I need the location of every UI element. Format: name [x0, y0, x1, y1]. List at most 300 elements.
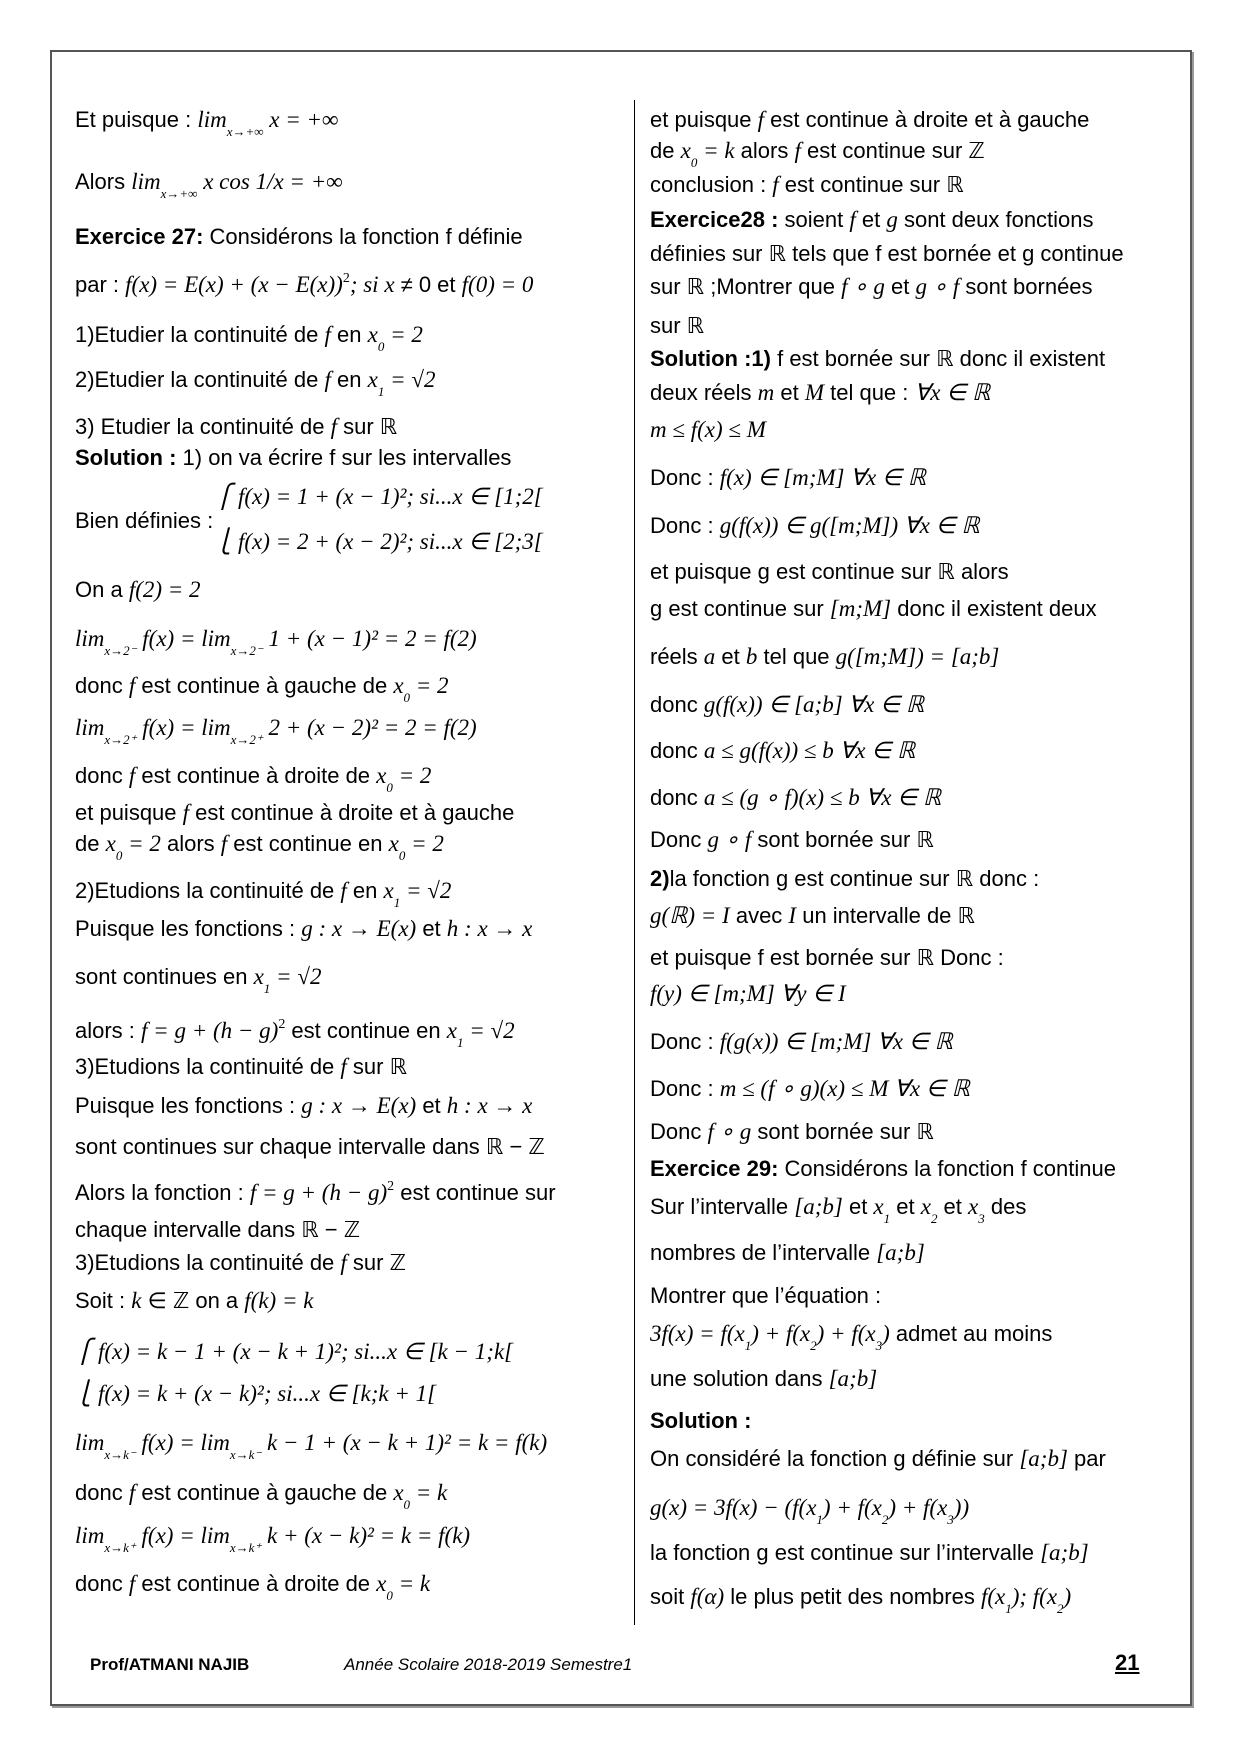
math-segment: 0: [403, 689, 411, 705]
text-segment: donc: [650, 784, 704, 810]
left-text-line: [75, 1216, 360, 1244]
text-segment: sur ℝ: [346, 1053, 408, 1079]
math-segment: x: [376, 1570, 387, 1596]
right-text-line: [650, 1583, 1071, 1623]
right-text-line: [650, 944, 1004, 972]
left-text-line: [75, 963, 321, 1003]
text-segment: est continue en: [285, 1018, 447, 1044]
text-segment: tel que :: [824, 380, 915, 406]
math-segment: [a;b]: [1019, 1445, 1068, 1471]
math-segment: = k: [697, 137, 735, 163]
math-segment: x→+∞: [226, 123, 264, 139]
math-segment: f(x) = E(x) + (x − E(x)): [125, 272, 343, 298]
right-text-line: [650, 691, 924, 719]
math-segment: 2: [1057, 1601, 1064, 1617]
left-text-line: [75, 168, 343, 208]
text-segment: est continue à gauche de: [135, 672, 394, 698]
math-segment: f = g + (h − g): [141, 1018, 279, 1044]
math-segment: = 2: [392, 763, 432, 789]
right-text-line: [650, 1539, 1089, 1567]
text-segment: le plus petit des nombres: [724, 1584, 981, 1610]
math-segment: g([m;M]) = [a;b]: [835, 643, 1000, 669]
text-segment: est continue en: [227, 831, 389, 857]
math-segment: = √2: [384, 366, 436, 392]
math-segment: x→k⁻: [104, 1447, 136, 1463]
text-segment: ≠ 0 et: [394, 272, 462, 298]
math-segment: f(x) = lim: [135, 1522, 230, 1548]
text-segment: avec: [729, 902, 789, 928]
text-segment: Soit :: [75, 1288, 132, 1314]
math-segment: 0: [115, 848, 123, 864]
right-text-line: [650, 1075, 970, 1103]
text-segment: Donc :: [650, 1076, 720, 1102]
right-text-line: [650, 464, 926, 492]
right-text-line: [650, 558, 1009, 586]
math-segment: b: [745, 643, 758, 669]
right-text-line: [650, 416, 766, 444]
footer-school-year: Année Scolaire 2018-2019 Semestre1: [344, 1655, 633, 1674]
text-segment: Donc :: [650, 465, 720, 491]
math-segment: x→k⁺: [104, 1539, 136, 1555]
left-text-line: [75, 265, 533, 299]
bold-label: Solution :1): [650, 345, 778, 371]
text-segment: Puisque les fonctions :: [75, 1092, 302, 1118]
text-segment: sont bornée sur ℝ: [751, 1118, 934, 1144]
left-text-line: [75, 1380, 436, 1408]
text-segment: Montrer que l’équation :: [650, 1282, 882, 1308]
math-segment: 0: [398, 848, 406, 864]
left-text-line: [75, 366, 435, 406]
math-segment: a ≤ (g ∘ f)(x) ≤ b ∀x ∈ ℝ: [703, 784, 942, 810]
math-segment: g(f(x)) ∈ [a;b] ∀x ∈ ℝ: [703, 691, 925, 717]
right-text-line: [650, 1282, 881, 1310]
math-segment: 1 + (x − 1)² = 2 = f(2): [262, 625, 477, 651]
math-segment: f: [772, 172, 779, 198]
bold-label: Solution :: [650, 1407, 752, 1433]
right-text-line: [650, 240, 1124, 268]
math-segment: ) + f(x: [888, 1494, 948, 1520]
text-segment: sur ℝ ;Montrer que: [650, 274, 842, 300]
math-segment: 2: [278, 1017, 286, 1033]
math-segment: g : x → E(x): [301, 916, 417, 942]
math-segment: f: [340, 1250, 347, 1276]
math-segment: x: [383, 878, 394, 904]
text-segment: et: [937, 1194, 969, 1220]
math-segment: = 2: [122, 831, 161, 857]
text-segment: donc: [75, 1480, 129, 1506]
text-segment: ∈ ℤ on a: [141, 1288, 245, 1314]
math-segment: f ∘ g: [841, 274, 885, 300]
text-segment: 3) Etudier la continuité de: [75, 413, 331, 439]
text-segment: alors: [160, 831, 221, 857]
math-segment: f(g(x)) ∈ [m;M] ∀x ∈ ℝ: [719, 1029, 953, 1055]
text-segment: donc: [75, 1570, 129, 1596]
right-text-line: [650, 1320, 1052, 1360]
right-text-line: [650, 643, 999, 671]
math-segment: f: [340, 878, 347, 904]
math-segment: 2 + (x − 2)² = 2 = f(2): [262, 715, 477, 741]
math-segment: f: [128, 672, 136, 698]
left-text-line: [75, 106, 338, 146]
math-segment: ) + f(x: [751, 1320, 811, 1346]
right-text-line: [650, 512, 980, 540]
text-segment: 2)Etudions la continuité de: [75, 878, 341, 904]
bold-label: Exercice 29:: [650, 1156, 785, 1182]
text-segment: et: [416, 916, 447, 942]
text-segment: sont bornée sur ℝ: [751, 826, 934, 852]
left-text-line: [75, 223, 523, 251]
text-segment: sur ℝ: [337, 413, 398, 439]
math-segment: 2: [387, 1179, 395, 1195]
text-segment: est continue à gauche de: [135, 1480, 394, 1506]
left-text-line: [75, 444, 511, 472]
math-segment: ; si x: [349, 272, 395, 298]
text-segment: et: [884, 274, 916, 300]
math-segment: x: [367, 366, 378, 392]
text-segment: et puisque g est continue sur ℝ alors: [650, 558, 1009, 584]
math-segment: k − 1 + (x − k + 1)² = k = f(k): [261, 1430, 548, 1456]
math-segment: x: [367, 322, 378, 348]
text-segment: en: [330, 322, 368, 348]
math-segment: k + (x − k)² = k = f(k): [261, 1522, 471, 1548]
math-segment: f: [330, 413, 337, 439]
left-text-line: [75, 1570, 430, 1610]
math-segment: f(x) = lim: [135, 1430, 230, 1456]
text-segment: soit: [650, 1584, 691, 1610]
text-segment: donc: [650, 691, 704, 717]
right-text-line: [650, 1494, 969, 1534]
math-segment: 2: [881, 1511, 889, 1527]
math-segment: f(x) = lim: [136, 625, 231, 651]
left-text-line: [75, 762, 431, 802]
text-segment: est continue sur: [394, 1180, 556, 1206]
text-segment: On a: [75, 576, 129, 602]
text-segment: sont deux fonctions: [897, 207, 1094, 233]
left-text-line: [75, 1522, 470, 1562]
text-segment: conclusion :: [650, 172, 773, 198]
bold-label: Solution :: [75, 444, 183, 470]
text-segment: est continue sur ℤ: [800, 137, 985, 163]
text-segment: tel que: [757, 643, 836, 669]
math-segment: 1: [883, 1211, 891, 1227]
right-text-line: [650, 826, 934, 854]
math-segment: f(x) ∈ [m;M] ∀x ∈ ℝ: [719, 465, 926, 491]
left-text-line: [75, 877, 451, 917]
text-segment: Donc: [650, 826, 708, 852]
text-segment: et: [416, 1092, 447, 1118]
math-segment: x→2⁺: [230, 732, 263, 748]
text-segment: sur ℤ: [346, 1250, 406, 1276]
math-segment: x: [253, 964, 264, 990]
text-segment: Alors la fonction :: [75, 1180, 250, 1206]
math-segment: ⎧ f(x) = 1 + (x − 1)²; si...x ∈ [1;2[: [215, 484, 543, 510]
left-text-line: [75, 1479, 447, 1519]
left-text-line: [75, 1011, 515, 1057]
right-text-line: [650, 1193, 1026, 1233]
math-segment: 0: [377, 339, 385, 355]
math-segment: [a;b]: [794, 1194, 843, 1220]
math-segment: = √2: [463, 1018, 515, 1044]
text-segment: chaque intervalle dans ℝ − ℤ: [75, 1216, 361, 1242]
math-segment: h : x → x: [446, 916, 533, 942]
math-segment: = 2: [405, 831, 444, 857]
math-segment: k: [131, 1288, 142, 1314]
math-segment: x cos 1/x = +∞: [197, 169, 343, 195]
left-text-line: [75, 1249, 406, 1277]
math-segment: x = +∞: [263, 106, 339, 132]
footer-author: Prof/ATMANI NAJIB: [90, 1655, 250, 1674]
math-segment: x: [388, 831, 399, 857]
math-segment: 0: [386, 780, 393, 796]
text-segment: par: [1067, 1445, 1106, 1471]
math-segment: x: [105, 831, 116, 857]
text-segment: donc: [650, 737, 704, 763]
math-segment: x: [393, 1480, 404, 1506]
right-text-line: [650, 106, 1089, 134]
math-segment: 2: [810, 1337, 817, 1353]
math-segment: f ∘ g: [707, 1118, 752, 1144]
math-segment: x→+∞: [160, 186, 198, 202]
math-segment: 0: [403, 1497, 411, 1513]
math-segment: 3: [875, 1337, 883, 1353]
math-segment: 1: [456, 1035, 464, 1051]
math-segment: x→2⁺: [104, 732, 137, 748]
math-segment: x→2⁻: [104, 642, 137, 658]
math-segment: = k: [410, 1480, 448, 1506]
text-segment: admet au moins: [889, 1320, 1053, 1346]
math-segment: 2: [342, 271, 350, 287]
math-segment: ⎩ f(x) = 2 + (x − 2)²; si...x ∈ [2;3[: [215, 528, 543, 554]
text-segment: Donc: [650, 1118, 708, 1144]
math-segment: ); f(x: [1011, 1584, 1058, 1610]
text-segment: soient: [784, 207, 850, 233]
math-segment: x: [376, 763, 387, 789]
right-text-line: [650, 345, 1105, 373]
right-text-line: [650, 980, 846, 1008]
math-segment: g ∘ f: [915, 274, 960, 300]
math-segment: f: [849, 207, 856, 233]
text-segment: donc: [75, 763, 129, 789]
math-segment: [a;b]: [1040, 1539, 1089, 1565]
right-text-line: [650, 1365, 877, 1393]
math-segment: lim: [197, 106, 227, 132]
math-segment: f: [128, 1570, 136, 1596]
left-text-line: [75, 714, 477, 754]
page-number: 21: [1115, 1650, 1140, 1675]
bold-label: Exercice28 :: [650, 207, 785, 233]
math-segment: f(α): [690, 1584, 725, 1610]
text-segment: Bien définies :: [75, 507, 214, 533]
right-text-line: [650, 1239, 925, 1267]
math-segment: ∀x ∈ ℝ: [914, 380, 991, 406]
text-segment: alors: [734, 137, 795, 163]
text-segment: et puisque: [650, 106, 758, 132]
right-text-line: [650, 171, 964, 199]
text-segment: Donc :: [650, 1029, 720, 1055]
text-segment: Donc :: [650, 513, 720, 539]
text-segment: donc il existent deux: [891, 595, 1097, 621]
right-text-line: [650, 379, 990, 407]
math-segment: m ≤ (f ∘ g)(x) ≤ M ∀x ∈ ℝ: [719, 1076, 970, 1102]
math-segment: g ∘ f: [707, 826, 752, 852]
math-segment: [a;b]: [828, 1366, 878, 1392]
math-segment: f = g + (h − g): [249, 1180, 388, 1206]
text-segment: est continue à droite et à gauche: [189, 800, 515, 826]
math-segment: 1: [377, 383, 385, 399]
left-text-line: [75, 915, 532, 943]
text-segment: est continue à droite et à gauche: [764, 106, 1090, 132]
math-segment: = k: [392, 1570, 431, 1596]
text-segment: et puisque f est bornée sur ℝ Donc :: [650, 945, 1004, 971]
math-segment: h : x → x: [446, 1092, 533, 1118]
text-segment: de: [650, 137, 681, 163]
math-segment: f(0) = 0: [461, 272, 534, 298]
left-text-line: [215, 483, 543, 511]
text-segment: et: [774, 380, 805, 406]
text-segment: en: [330, 366, 368, 392]
text-segment: Alors: [75, 169, 132, 195]
text-segment: sont continues sur chaque intervalle dans ℝ − ℤ: [75, 1134, 545, 1160]
text-segment: est continue sur ℝ: [778, 172, 964, 198]
left-text-line: [75, 507, 213, 535]
left-text-line: [75, 576, 201, 604]
math-segment: lim: [75, 1522, 105, 1548]
math-segment: f: [757, 106, 765, 132]
math-segment: 2: [930, 1211, 938, 1227]
math-segment: f: [220, 831, 228, 857]
right-text-line: [650, 865, 1039, 893]
math-segment: 1: [744, 1337, 752, 1353]
left-text-line: [75, 830, 444, 870]
math-segment: )): [953, 1494, 970, 1520]
left-text-line: [75, 1287, 313, 1315]
math-segment: f: [340, 1053, 347, 1079]
math-segment: ): [1063, 1584, 1072, 1610]
text-segment: Et puisque :: [75, 106, 198, 132]
right-text-line: [650, 206, 1094, 234]
text-segment: 3)Etudions la continuité de: [75, 1053, 341, 1079]
right-text-line: [650, 273, 1093, 301]
math-segment: x→k⁺: [229, 1539, 262, 1555]
math-segment: x→k⁻: [229, 1447, 262, 1463]
math-segment: lim: [75, 1430, 105, 1456]
math-segment: 0: [386, 1587, 393, 1603]
math-segment: g(ℝ) = I: [650, 902, 730, 928]
text-segment: et: [890, 1194, 921, 1220]
right-text-line: [650, 595, 1097, 623]
math-segment: I: [788, 902, 797, 928]
math-segment: x: [393, 672, 404, 698]
math-segment: x: [920, 1194, 931, 1220]
left-text-line: [75, 1053, 407, 1081]
math-segment: f(2) = 2: [128, 576, 201, 602]
math-segment: x: [680, 137, 691, 163]
math-segment: M: [804, 380, 824, 406]
math-segment: [m;M]: [829, 595, 892, 621]
text-segment: un intervalle de ℝ: [796, 902, 975, 928]
math-segment: x→2⁻: [230, 642, 263, 658]
text-segment: 1)Etudier la continuité de: [75, 322, 325, 348]
text-segment: et: [855, 207, 887, 233]
math-segment: 1: [393, 895, 401, 911]
right-text-line: [650, 1028, 953, 1056]
text-segment: définies sur ℝ tels que f est bornée et g continue: [650, 240, 1124, 266]
math-segment: x: [968, 1194, 979, 1220]
left-text-line: [75, 672, 449, 712]
text-segment: Considérons la fonction f continue: [784, 1156, 1116, 1182]
math-segment: ⎩ f(x) = k + (x − k)²; si...x ∈ [k;k + 1[: [75, 1381, 437, 1407]
right-text-line: [650, 1118, 934, 1146]
math-segment: 1: [816, 1511, 823, 1527]
math-segment: lim: [75, 715, 105, 741]
text-segment: par :: [75, 272, 126, 298]
text-segment: 1) on va écrire f sur les intervalles: [182, 444, 512, 470]
text-segment: deux réels: [650, 380, 758, 406]
math-segment: lim: [131, 169, 161, 195]
math-segment: 3f(x) = f(x: [650, 1320, 745, 1346]
math-segment: 1: [1005, 1601, 1012, 1617]
math-segment: f(k) = k: [244, 1288, 314, 1314]
math-segment: a: [703, 643, 716, 669]
text-segment: Considérons la fonction f définie: [209, 223, 523, 249]
text-segment: réels: [650, 643, 704, 669]
math-segment: ) + f(x: [816, 1320, 876, 1346]
math-segment: g(x) = 3f(x) − (f(x: [650, 1494, 817, 1520]
math-segment: = √2: [270, 964, 322, 990]
text-segment: sont continues en: [75, 964, 254, 990]
text-segment: nombres de l’intervalle: [650, 1240, 877, 1266]
math-segment: = 2: [384, 322, 423, 348]
math-segment: g: [886, 207, 898, 233]
math-segment: x: [446, 1018, 457, 1044]
math-segment: g(f(x)) ∈ g([m;M]) ∀x ∈ ℝ: [719, 513, 980, 539]
column-divider: [634, 100, 635, 1625]
text-segment: 3)Etudions la continuité de: [75, 1250, 341, 1276]
text-segment: Sur l’intervalle: [650, 1194, 795, 1220]
right-text-line: [650, 1445, 1106, 1473]
left-text-line: [75, 1338, 513, 1366]
right-text-line: [650, 312, 704, 340]
math-segment: f(x) = lim: [136, 715, 231, 741]
math-segment: 1: [263, 981, 271, 997]
math-segment: f: [794, 137, 801, 163]
right-text-line: [650, 737, 915, 765]
math-segment: f: [128, 763, 136, 789]
text-segment: et: [842, 1194, 874, 1220]
math-segment: [a;b]: [876, 1240, 925, 1266]
math-segment: a ≤ g(f(x)) ≤ b ∀x ∈ ℝ: [703, 737, 916, 763]
left-text-line: [75, 799, 514, 827]
math-segment: f: [128, 1480, 136, 1506]
text-segment: g est continue sur: [650, 595, 830, 621]
text-segment: la fonction g est continue sur ℝ donc :: [669, 866, 1040, 892]
text-segment: et: [715, 643, 746, 669]
text-segment: f est bornée sur ℝ donc il existent: [777, 345, 1106, 371]
text-segment: est continue à droite de: [135, 1570, 377, 1596]
left-text-line: [75, 1429, 547, 1469]
math-segment: f(x: [980, 1584, 1006, 1610]
left-text-line: [75, 413, 397, 441]
math-segment: ⎧ f(x) = k − 1 + (x − k + 1)²; si...x ∈ [k − 1;k[: [75, 1338, 514, 1364]
math-segment: lim: [75, 625, 105, 651]
math-segment: f: [182, 800, 190, 826]
left-text-line: [75, 625, 477, 665]
bold-label: Exercice 27:: [75, 223, 210, 249]
math-segment: ) + f(x: [822, 1494, 882, 1520]
math-segment: m ≤ f(x) ≤ M: [650, 417, 766, 443]
text-segment: sont bornées: [959, 274, 1093, 300]
text-segment: de: [75, 831, 106, 857]
